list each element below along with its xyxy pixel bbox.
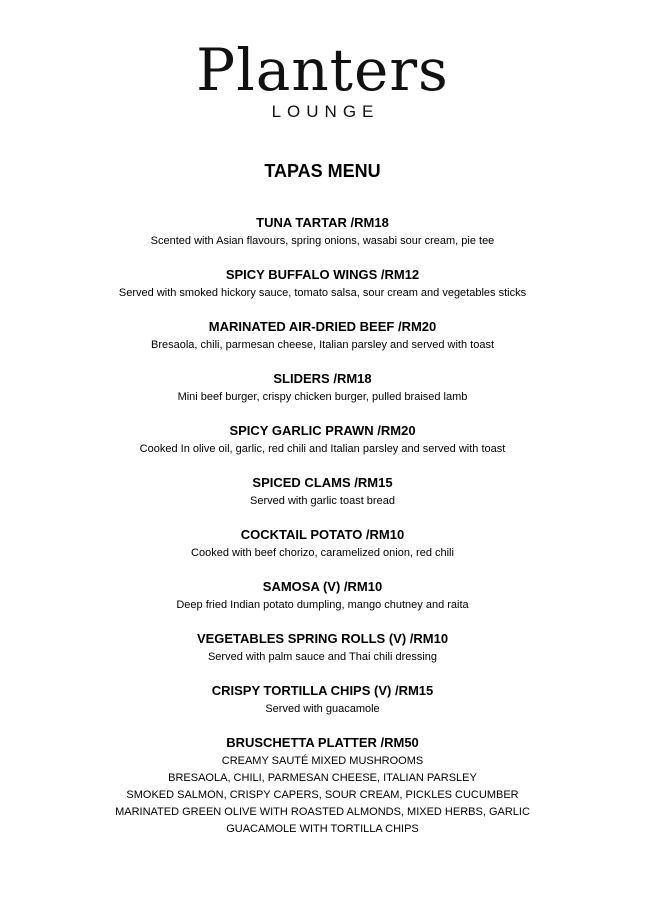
menu-item-spicy-buffalo-wings	[0, 266, 645, 318]
item-name: CRISPY TORTILLA CHIPS (V) /RM15	[211, 683, 434, 698]
platter-line: MARINATED GREEN OLIVE WITH ROASTED ALMONDS, MIXED HERBS, GARLIC	[115, 806, 530, 818]
menu-item-cocktail-potato	[0, 526, 645, 578]
menu-item-vegetables-spring-rolls	[0, 630, 645, 682]
item-description: Cooked with beef chorizo, caramelized onion, red chili	[191, 547, 454, 559]
item-name: SPICY BUFFALO WINGS /RM12	[225, 267, 420, 282]
logo	[0, 38, 645, 122]
item-description: Served with smoked hickory sauce, tomato salsa, sour cream and vegetables sticks	[118, 287, 527, 299]
menu-items	[0, 214, 645, 838]
menu-item-tuna-tartar	[0, 214, 645, 266]
item-description: Served with garlic toast bread	[250, 495, 395, 507]
item-name: SPICY GARLIC PRAWN /RM20	[229, 423, 416, 438]
logo-name: Planters	[196, 36, 449, 104]
item-name: VEGETABLES SPRING ROLLS (V) /RM10	[196, 631, 449, 646]
menu-item-sliders	[0, 370, 645, 422]
logo-subtitle: LOUNGE	[271, 102, 380, 121]
item-description: Bresaola, chili, parmesan cheese, Italian parsley and served with toast	[150, 339, 494, 351]
platter-line: SMOKED SALMON, CRISPY CAPERS, SOUR CREAM, PICKLES CUCUMBER	[126, 789, 519, 801]
item-name: COCKTAIL POTATO /RM10	[240, 527, 405, 542]
item-description: Served with guacamole	[265, 703, 380, 715]
item-name: SLIDERS /RM18	[273, 371, 372, 386]
item-name: TUNA TARTAR /RM18	[256, 215, 389, 230]
platter-line: BRESAOLA, CHILI, PARMESAN CHEESE, ITALIAN PARSLEY	[168, 772, 477, 784]
menu-item-marinated-air-dried-beef	[0, 318, 645, 370]
item-description: Deep fried Indian potato dumpling, mango chutney and raita	[176, 599, 469, 611]
item-name: SAMOSA (V) /RM10	[262, 579, 383, 594]
item-name: MARINATED AIR-DRIED BEEF /RM20	[208, 319, 437, 334]
item-description: Scented with Asian flavours, spring onions, wasabi sour cream, pie tee	[150, 235, 495, 247]
item-name: SPICED CLAMS /RM15	[252, 475, 393, 490]
menu-item-spiced-clams	[0, 474, 645, 526]
item-name: BRUSCHETTA PLATTER /RM50	[226, 735, 419, 750]
menu-item-crispy-tortilla-chips	[0, 682, 645, 734]
platter-line: CREAMY SAUTÉ MIXED MUSHROOMS	[221, 755, 424, 767]
item-description: Served with palm sauce and Thai chili dressing	[207, 651, 438, 663]
item-description: Mini beef burger, crispy chicken burger, pulled braised lamb	[177, 391, 468, 403]
item-description: Cooked In olive oil, garlic, red chili and Italian parsley and served with toast	[139, 443, 506, 455]
menu-item-spicy-garlic-prawn	[0, 422, 645, 474]
menu-item-samosa	[0, 578, 645, 630]
menu-title: TAPAS MENU	[264, 161, 381, 181]
platter-components	[0, 753, 645, 838]
platter-line: GUACAMOLE WITH TORTILLA CHIPS	[226, 823, 419, 835]
menu-item-bruschetta-platter	[0, 734, 645, 838]
